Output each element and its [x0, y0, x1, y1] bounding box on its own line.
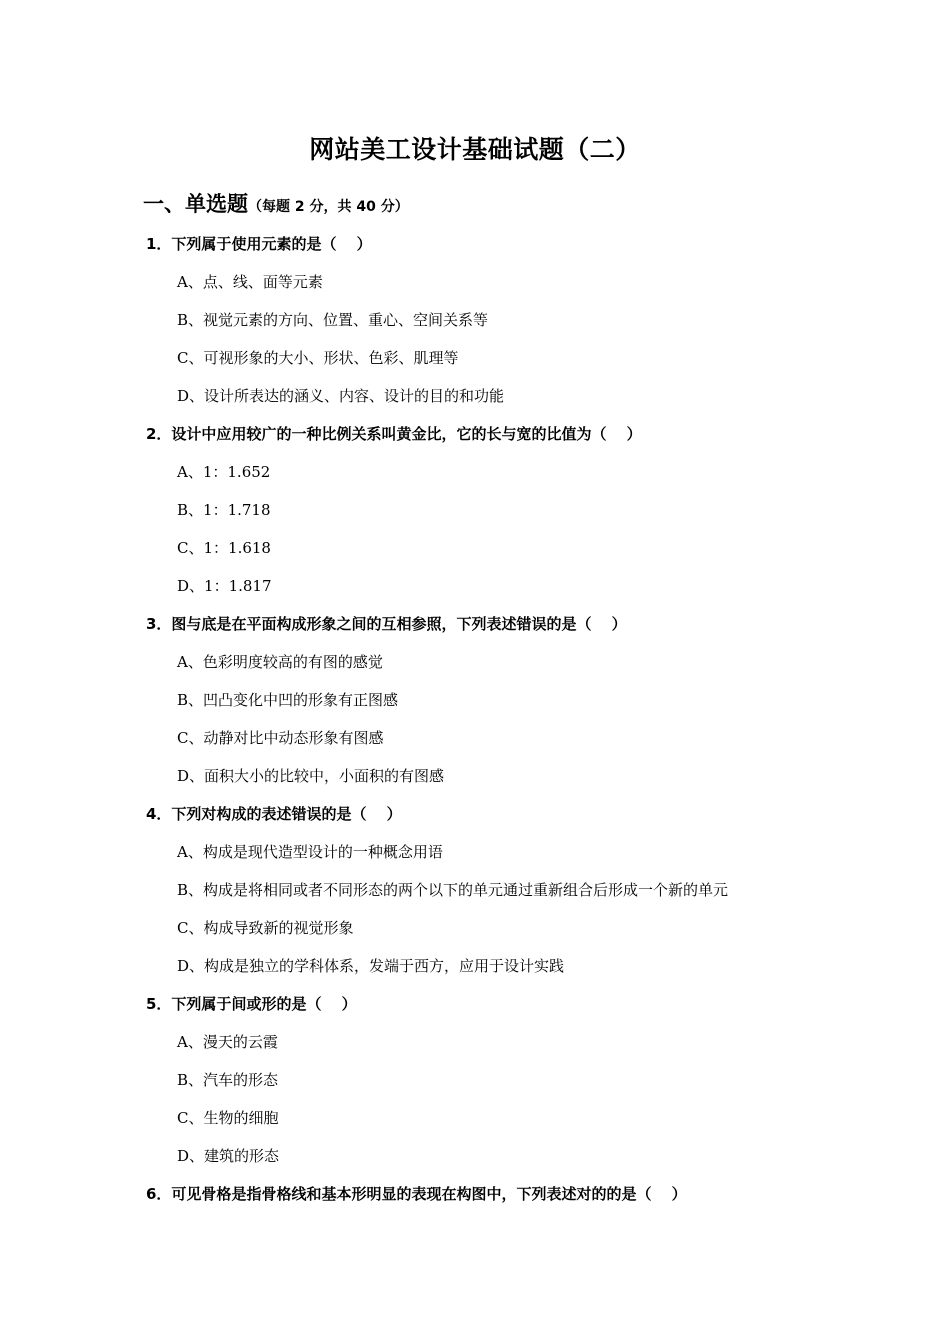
question-option: A、1：1.652 [177, 463, 271, 481]
question-option: C、动静对比中动态形象有图感 [177, 729, 384, 747]
question-option: A、构成是现代造型设计的一种概念用语 [177, 843, 443, 861]
question-stem: 6．可见骨格是指骨格线和基本形明显的表现在构图中，下列表述对的的是（ ） [146, 1185, 687, 1203]
question-option: C、1：1.618 [177, 539, 271, 557]
question-stem: 1．下列属于使用元素的是（ ） [146, 235, 372, 253]
document-title: 网站美工设计基础试题（二） [309, 135, 641, 164]
section-header [143, 188, 409, 223]
question-stem: 4．下列对构成的表述错误的是（ ） [146, 805, 402, 823]
question-option: C、生物的细胞 [177, 1109, 279, 1127]
question-option: C、构成导致新的视觉形象 [177, 919, 354, 937]
question-option: D、构成是独立的学科体系，发端于西方，应用于设计实践 [177, 957, 565, 975]
question-option: D、设计所表达的涵义、内容、设计的目的和功能 [177, 387, 505, 405]
question-option: A、点、线、面等元素 [177, 273, 323, 291]
section-heading: 一、单选题 [143, 192, 248, 216]
question-list [0, 228, 950, 1216]
question-option: A、漫天的云霞 [177, 1033, 278, 1051]
question-option: B、1：1.718 [177, 501, 271, 519]
question-stem: 5．下列属于间或形的是（ ） [146, 995, 357, 1013]
question-option: D、面积大小的比较中，小面积的有图感 [177, 767, 445, 785]
question-option: B、凹凸变化中凹的形象有正图感 [177, 691, 399, 709]
question-option: C、可视形象的大小、形状、色彩、肌理等 [177, 349, 459, 367]
question-option: A、色彩明度较高的有图的感觉 [177, 653, 383, 671]
question-option: B、汽车的形态 [177, 1071, 279, 1089]
question-stem: 2．设计中应用较广的一种比例关系叫黄金比，它的长与宽的比值为（ ） [146, 425, 642, 443]
question-option: B、视觉元素的方向、位置、重心、空间关系等 [177, 311, 489, 329]
question-option: D、1：1.817 [177, 577, 272, 595]
question-stem: 3．图与底是在平面构成形象之间的互相参照，下列表述错误的是（ ） [146, 615, 627, 633]
question-option: D、建筑的形态 [177, 1147, 280, 1165]
question-option: B、构成是将相同或者不同形态的两个以下的单元通过重新组合后形成一个新的单元 [177, 881, 729, 899]
section-note: （每题 2 分，共 40 分） [248, 199, 409, 215]
